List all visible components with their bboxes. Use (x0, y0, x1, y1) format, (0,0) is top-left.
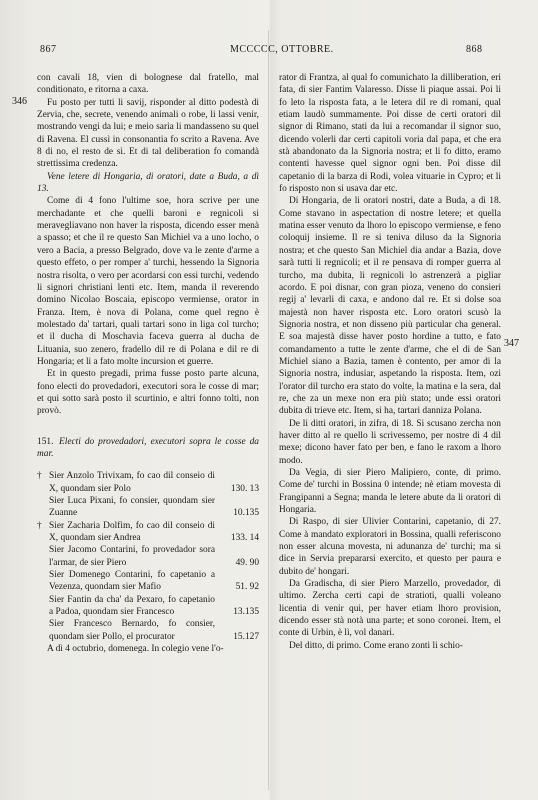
paragraph: Come di 4 fono l'ultime soe, hora scrive per une merchadante et che quelli baroni e regnicoli si meravegliavano non haver la risposta, dicendo esser menà a spasso; et che il re questo San Michiel va a uno locho, o vero a Bacia, a presso Belgrado, dove va le zente d'arme a questo effeto, o per romper a' turchi, hessendo la Signoria nostra risolta, o vero per acordarsi con essi turchi, vedendo li signori christiani lenti etc. Item, manda il reverendo domino Nicolao Boscaia, episcopo vermiense, orator in Franza. Item, è nova di Polana, come quel regno è molestado da' tartari, quali tartari sono in liga col turcho; et il ducha di Moschavia faceva guerra al ducha de Lituania, suo zenero, fradello dil re di Polana e dil re di Hongaria; et li a fato molte incursion et guerre. (37, 196, 259, 367)
list-item (37, 618, 259, 643)
right-column (279, 72, 501, 652)
paragraph: Vene letere di Hongaria, di oratori, date a Buda, a dì 13. (37, 171, 259, 195)
margin-number-left: 346 (12, 96, 27, 107)
left-page-number: 867 (40, 44, 57, 55)
left-column (37, 72, 259, 655)
candidate-name: Sier Fantin da cha' da Pexaro, fo capetanio a Padoa, quondam sier Francesco (49, 594, 215, 618)
candidate-name: Sier Domenego Contarini, fo capetanio a Vezenza, quondam sier Mafio (49, 570, 215, 593)
elected-cross-mark: † (37, 471, 42, 482)
paragraph: Del ditto, di primo. Come erano zonti li schio- (289, 640, 463, 651)
section-title: Electi do provedadori, executori sopra le cosse da mar. (37, 436, 259, 459)
list-item (37, 544, 259, 569)
paragraph: De li ditti oratori, in zifra, di 18. Si scusano zercha non haver ditto al re quello li scrivessemo, per nostre di 4 dil mexe; dicono haver fato per ben, e fano le raxom a lhoro modo. (279, 418, 501, 466)
closing-line: A dì 4 octubrio, domenega. In colegio vene l'o- (47, 644, 224, 655)
running-title: MCCCCC, OTTOBRE. (230, 44, 334, 55)
paragraph: Da Vegia, di sier Piero Malipiero, conte, di primo. Come de' turchi in Bossina 0 intende; nè etiam movesta di Frangipanni a Segna; manda le letere abute da li oratori di Hongaria. (279, 468, 501, 516)
paragraph: con cavali 18, vien di bolognese dal fratello, mal conditionato, e ritorna a caxa. (37, 73, 259, 96)
vote-count: 133. 14 (230, 533, 259, 544)
vote-count: 15.127 (233, 631, 259, 642)
list-item (37, 495, 259, 520)
paragraph: rator di Frantza, al qual fo comunichato la dilliberation, eri fata, di sier Fantim Valaresso. Disse li piaque assai. Poi li fo leto la risposta fata, a le letera dil re di romani, qual etiam laudò summamente. Poi disse de certi oratori dil signor di Rimano, stati da lui a recomandar il signor suo, dicendo volerli dar certi capitoli voria dal papa, et che era stà abandonato da la Signoria nostra; et li fo ditto, eramo contenti havesse quel signor ogni ben. Poi disse dil capetanio di la barza di Rodi, volea vituarie in Cypro; et li fo risposto non si usava dar etc. (279, 73, 501, 195)
list-item (37, 520, 259, 545)
paragraph: Fu posto per tutti li savij, risponder al ditto podestà di Zervia, che, secrete, venendo animali o robe, li lassi venir, mostrando vengi da lui; e meio saria li mandasseno su quel di Ravena. El cussì in consonantia fo scrito a Ravena. Ave 8 di no, el resto de sì. Et di tal deliberation fo comandà strettissima credenza. (37, 97, 259, 170)
candidate-name: Sier Anzolo Trivixam, fo cao dil conseio di X, quondam sier Polo (49, 471, 215, 494)
paragraph: Di Raspo, di sier Ulivier Contarini, capetanio, di 27. Come à mandato exploratori in Bossina, qualli referiscono non esser alcuna movesta, ni adunanza de' turchi; ma si dice in Servia prepararsi exercito, et questo per paura e dubito de' hongari. (279, 517, 501, 577)
candidate-name: Sier Francesco Bernardo, fo consier, quondam sier Pollo, el procurator (49, 619, 215, 642)
paragraph: Et in questo pregadi, prima fusse posto parte alcuna, fono electi do provedadori, executori sora le cosse di mar; et qui sotto sarà posto il scurtinio, e altri fonno tolti, non provò. (37, 369, 259, 417)
electi-list (37, 470, 259, 643)
vote-count: 13.135 (233, 607, 259, 618)
paragraph: Di Hongaria, de li oratori nostri, date a Buda, a dì 18. Come stavano in aspectation di nostre letere; et quella matina esser venuto da lhoro lo episcopo vermiense, e feno coloquij insieme. Il re si teniva diluso da la Signoria nostra; et che questo San Michiel dia andar a Bazia, dove sarà tutti li regnicoli; et il re pensava di romper guerra al turcho, ma dubita, li regnicoli lo astrenzerà a pigliar acordo. E poi disnar, con gran pioza, veneno do consieri regij a' levarli di caxa, e andono dal re. Et si dolse soa majestà non haver risposta etc. Loro oratori scusò la Signoria nostra, et non disseno più particular cha general. E soa majestà disse haver posto hordine a tutto, e fato comandamento a tutte le zente d'arme, che el dì de San Michiel siano a Bazia, tamen è contento, per amor di la Signoria nostra, indusiar, aspetando la risposta. Item, ozi l'orator dil turcho era stato do volte, la matina e la sera, dal re, che za un mexe non era più stato; unde essi oratori dubita di trieve etc. Item, si ha, tartari danniza Polana. (279, 196, 501, 417)
vote-count: 130. 13 (230, 483, 259, 494)
vote-count: 51. 92 (235, 582, 259, 593)
margin-number-right: 347 (504, 338, 519, 349)
list-item (37, 470, 259, 495)
list-item (37, 594, 259, 619)
elected-cross-mark: † (37, 520, 42, 531)
right-page-number: 868 (466, 44, 483, 55)
candidate-name: Sier Zacharia Dolfim, fo cao dil conseio di X, quondam sier Andrea (49, 520, 215, 544)
paragraph: Da Gradischa, di sier Piero Marzello, provedador, di ultimo. Zercha certi capi de stratioti, qualli voleano licentia di venir qui, per haver etiam lhoro provision, dicendo esser stà notà una parte; et sono coronei. Item, el conte di Urbin, è lì, vol danari. (279, 579, 501, 639)
candidate-name: Sier Luca Pixani, fo consier, quondam sier Zuanne (49, 496, 215, 519)
vote-count: 49. 90 (235, 557, 259, 568)
book-gutter (268, 30, 269, 790)
section-number: 151. (37, 436, 54, 447)
candidate-name: Sier Jacomo Contarini, fo provedador sora l'armar, de sier Piero (49, 545, 215, 568)
vote-count: 10.135 (233, 508, 259, 519)
list-item (37, 569, 259, 594)
section-heading (37, 436, 259, 461)
